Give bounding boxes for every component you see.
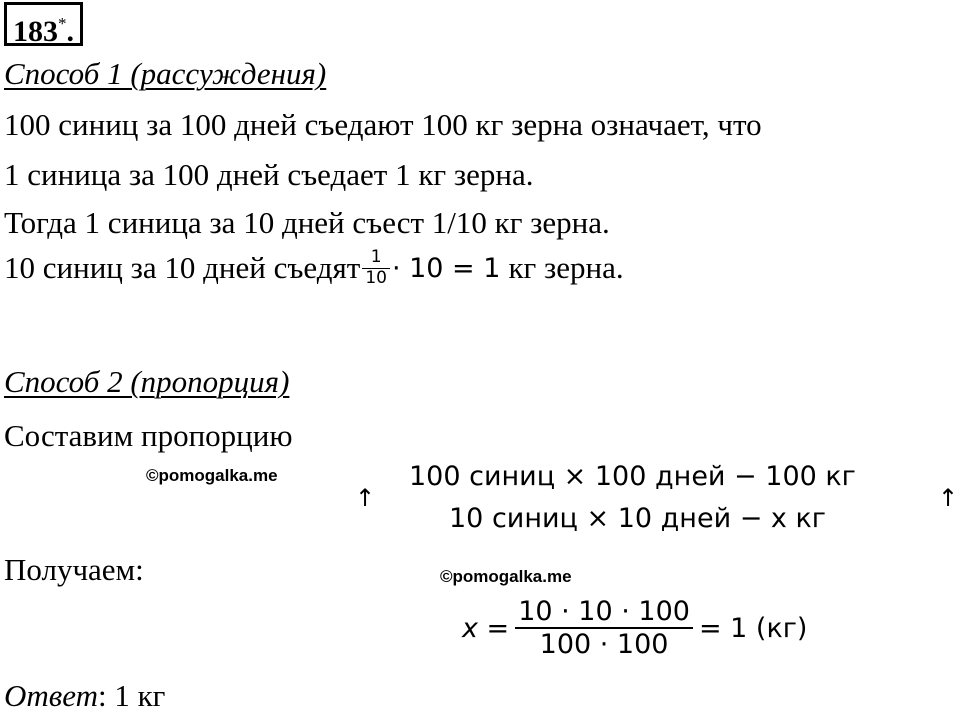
task-number-box — [4, 2, 83, 46]
answer-label: Ответ — [4, 678, 98, 713]
fraction-numerator: 1 — [370, 247, 382, 267]
fraction-one-tenth — [362, 248, 390, 289]
method1-line3: Тогда 1 синица за 10 дней съест 1/10 кг зерна. — [4, 205, 610, 240]
proportion-row-1: 100 синиц × 100 дней − 100 кг — [409, 461, 856, 492]
equation-result: = 1 (кг) — [698, 612, 808, 644]
equation-numerator: 10 · 10 · 100 — [518, 596, 690, 627]
equation-fraction — [515, 596, 693, 660]
method1-line4-math: · 10 = 1 — [391, 252, 501, 284]
method2-heading: Способ 2 (пропорция) — [4, 364, 290, 399]
method1-line4 — [4, 248, 624, 289]
arrow-up-right-icon: ↑ — [938, 484, 959, 512]
task-number: 183 — [13, 15, 58, 48]
method1-line1: 100 синиц за 100 дней съедают 100 кг зерна означает, что — [4, 107, 762, 142]
watermark-1: ©pomogalka.me — [146, 466, 278, 485]
method1-line4-suffix: кг зерна. — [508, 250, 624, 286]
method1-line4-prefix: 10 синиц за 10 дней съедят — [4, 250, 361, 286]
task-asterisk: * — [58, 14, 67, 33]
equation-variable: x = — [462, 612, 510, 644]
answer-value: : 1 кг — [97, 678, 166, 713]
method1-heading: Способ 1 (рассуждения) — [4, 56, 327, 91]
equation-denominator: 100 · 100 — [539, 629, 669, 661]
watermark-2: ©pomogalka.me — [440, 567, 572, 586]
answer-line — [4, 678, 165, 714]
method1-line2: 1 синица за 100 дней съедает 1 кг зерна. — [4, 157, 534, 192]
arrow-up-left-icon: ↑ — [355, 484, 376, 512]
result-label: Получаем: — [4, 552, 144, 587]
task-dot: . — [66, 15, 74, 48]
fraction-denominator: 10 — [365, 268, 387, 289]
equation — [462, 596, 807, 660]
method2-intro: Составим пропорцию — [4, 418, 293, 453]
proportion-row-2: 10 синиц × 10 дней − x кг — [449, 503, 826, 534]
